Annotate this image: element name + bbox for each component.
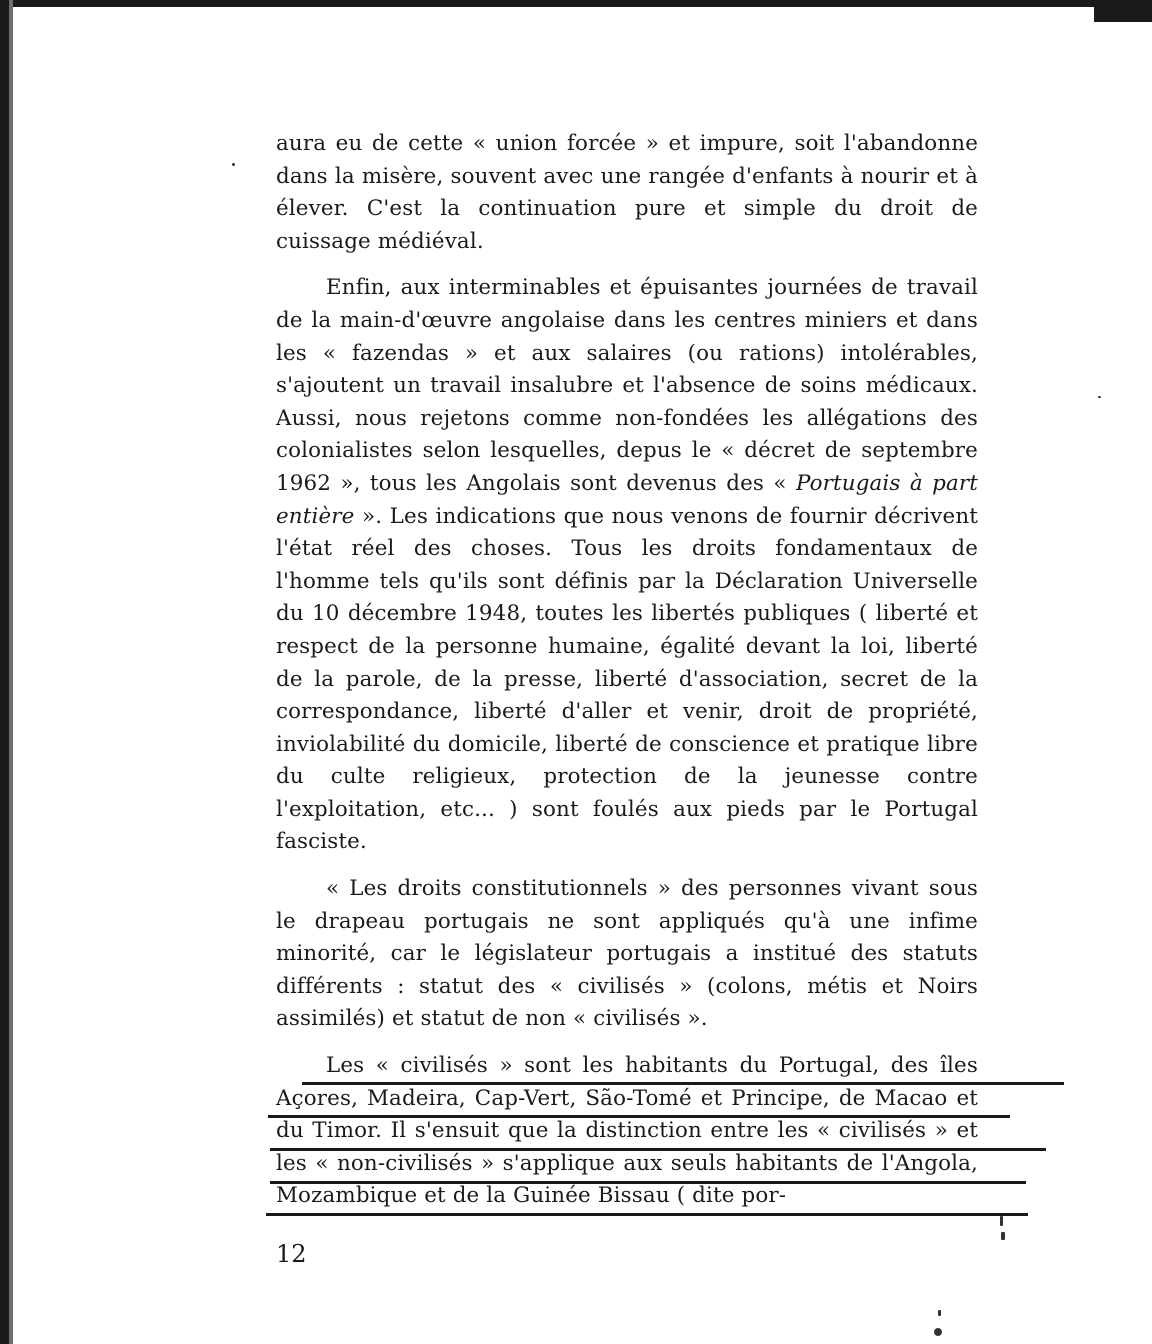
scan-speck [232,163,235,166]
scan-border-top [0,0,1152,7]
paragraph-2-start: Enfin, aux interminables et épuisantes journées de travail de la main-d'œuvre angolaise dans les centres miniers et dans les « fazendas » et aux salaires (ou rations) intolérables, s'ajoutent un travail insalubre et l'absence de soins médicaux. Aussi, nous rejetons comme non-fondées les allégations des colonialistes selon lesquelles, depus le « décret de septembre 1962 », tous les Angolais sont devenus des « [276,275,978,496]
underline-rule [270,1181,1026,1184]
document-page [276,128,978,1213]
paragraph-2-end: ». Les indications que nous venons de fournir décrivent l'état réel des choses. Tous les droits fondamentaux de l'homme tels qu'ils sont définis par la Déclaration Universelle du 10 décembre 1948, toutes les libertés publiques ( liberté et respect de la personne humaine, égalité devant la loi, liberté de la parole, de la presse, liberté d'association, secret de la correspondance, liberté d'aller et venir, droit de propriété, inviolabilité du domicile, liberté de conscience et pratique libre du culte religieux, protection de la jeunesse contre l'exploitation, etc... ) sont foulés aux pieds par le Portugal fasciste. [276,503,978,855]
scan-speck [1001,1232,1005,1240]
paragraph-4: Les « civilisés » sont les habitants du Portugal, des îles Açores, Madeira, Cap-Vert, São-Tomé et Principe, de Macao et du Timor. Il s'ensuit que la distinction entre les « civilisés » et les « non-civilisés » s'applique aux seuls habitants de l'Angola, Mozambique et de la Guinée Bissau ( dite por- [276,1053,978,1209]
paragraph-3: « Les droits constitutionnels » des personnes vivant sous le drapeau portugais ne sont appliqués qu'à une infime minorité, car le législateur portugais a institué des statuts différents : statut des « civilisés » (colons, métis et Noirs assimilés) et statut de non « civilisés ». [276,876,978,1032]
underlined-passage [276,1050,978,1213]
underline-rule [266,1213,1028,1216]
scan-speck [938,1310,941,1316]
underline-rule [268,1115,1010,1118]
scan-border-left-shadow [9,0,13,1344]
page-number: 12 [276,1240,307,1268]
paragraph-1: aura eu de cette « union forcée » et impure, soit l'abandonne dans la misère, souvent avec une rangée d'enfants à nourir et à élever. C'est la continuation pure et simple du droit de cuissage médiéval. [276,131,978,254]
underline-rule [270,1148,1046,1151]
paragraph-2 [276,272,978,859]
scan-speck [934,1328,942,1336]
paragraph-2-italic: Portugais à part entière [276,470,978,529]
scan-border-left [0,0,9,1344]
scan-corner-mark [1094,0,1152,22]
underline-rule [302,1082,1064,1085]
scan-speck [1000,1216,1003,1226]
scan-speck [1098,396,1101,398]
